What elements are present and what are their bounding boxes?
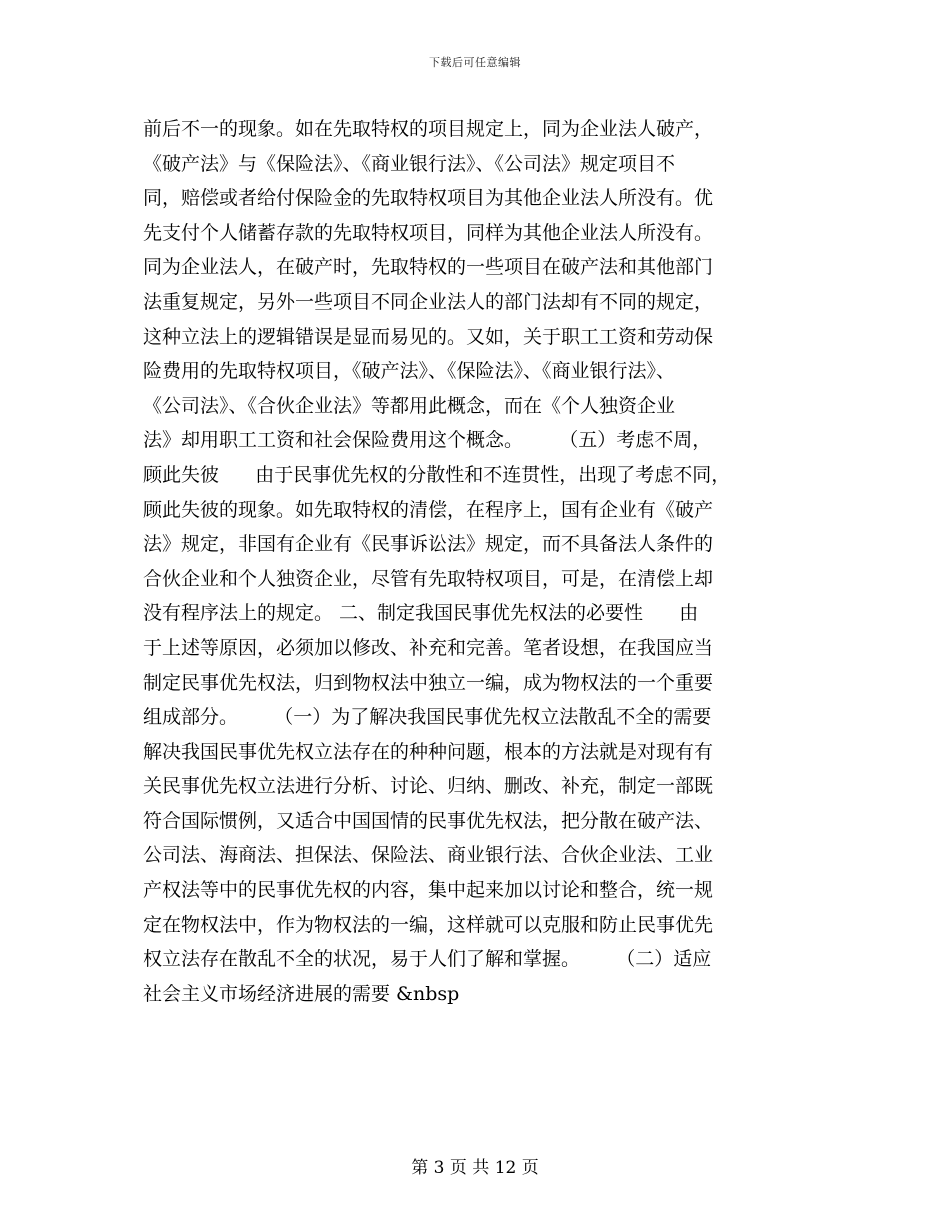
text-line: 解决我国民事优先权立法存在的种种问题，根本的方法就是对现有有	[143, 740, 714, 763]
page-header: 下载后可任意编辑	[429, 56, 521, 69]
text-line: 定在物权法中，作为物权法的一编，这样就可以克服和防止民事优先	[143, 913, 714, 936]
text-line: 同为企业法人，在破产时，先取特权的一些项目在破产法和其他部门	[143, 256, 714, 279]
text-line: 合伙企业和个人独资企业，尽管有先取特权项目，可是，在清偿上却	[143, 567, 714, 590]
page-number: 第 3 页 共 12 页	[411, 1158, 539, 1178]
text-line: 法》规定，非国有企业有《民事诉讼法》规定，而不具备法人条件的	[143, 533, 714, 556]
text-line: 先支付个人储蓄存款的先取特权项目，同样为其他企业法人所没有。	[143, 221, 714, 244]
text-line: 权立法存在散乱不全的状况，易于人们了解和掌握。 （二）适应	[143, 948, 712, 971]
text-line: 险费用的先取特权项目，《破产法》、《保险法》、《商业银行法》、	[143, 360, 676, 383]
text-line: 产权法等中的民事优先权的内容，集中起来加以讨论和整合，统一规	[143, 879, 714, 902]
text-line: 没有程序法上的规定。 二、制定我国民事优先权法的必要性 由	[143, 602, 699, 625]
text-line: 关民事优先权立法进行分析、讨论、归纳、删改、补充，制定一部既	[143, 775, 714, 798]
text-line: 前后不一的现象。如在先取特权的项目规定上，同为企业法人破产，	[143, 118, 714, 140]
text-line: 这种立法上的逻辑错误是显而易见的。又如，关于职工工资和劳动保	[143, 325, 714, 348]
text-line: 于上述等原因，必须加以修改、补充和完善。笔者设想，在我国应当	[143, 636, 714, 659]
body-text	[143, 112, 823, 1011]
text-line: 组成部分。 （一）为了解决我国民事优先权立法散乱不全的需要	[143, 706, 712, 729]
text-line: 制定民事优先权法，归到物权法中独立一编，成为物权法的一个重要	[143, 671, 714, 694]
text-line: 社会主义市场经济进展的需要 &nbsp	[143, 982, 460, 1005]
text-line: 符合国际惯例，又适合中国国情的民事优先权法，把分散在破产法、	[143, 809, 714, 832]
text-line: 《破产法》与《保险法》、《商业银行法》、《公司法》规定项目不	[143, 152, 676, 175]
text-line: 法重复规定，另外一些项目不同企业法人的部门法却有不同的规定，	[143, 290, 714, 313]
text-line: 法》却用职工工资和社会保险费用这个概念。 （五）考虑不周，	[143, 429, 712, 452]
text-line: 同，赔偿或者给付保险金的先取特权项目为其他企业法人所没有。优	[143, 187, 714, 210]
text-line: 《公司法》、《合伙企业法》等都用此概念，而在《个人独资企业	[143, 394, 676, 417]
text-line: 顾此失彼 由于民事优先权的分散性和不连贯性，出现了考虑不同，	[143, 463, 731, 486]
text-line: 顾此失彼的现象。如先取特权的清偿，在程序上，国有企业有《破产	[143, 498, 714, 521]
text-line: 公司法、海商法、担保法、保险法、商业银行法、合伙企业法、工业	[143, 844, 714, 867]
